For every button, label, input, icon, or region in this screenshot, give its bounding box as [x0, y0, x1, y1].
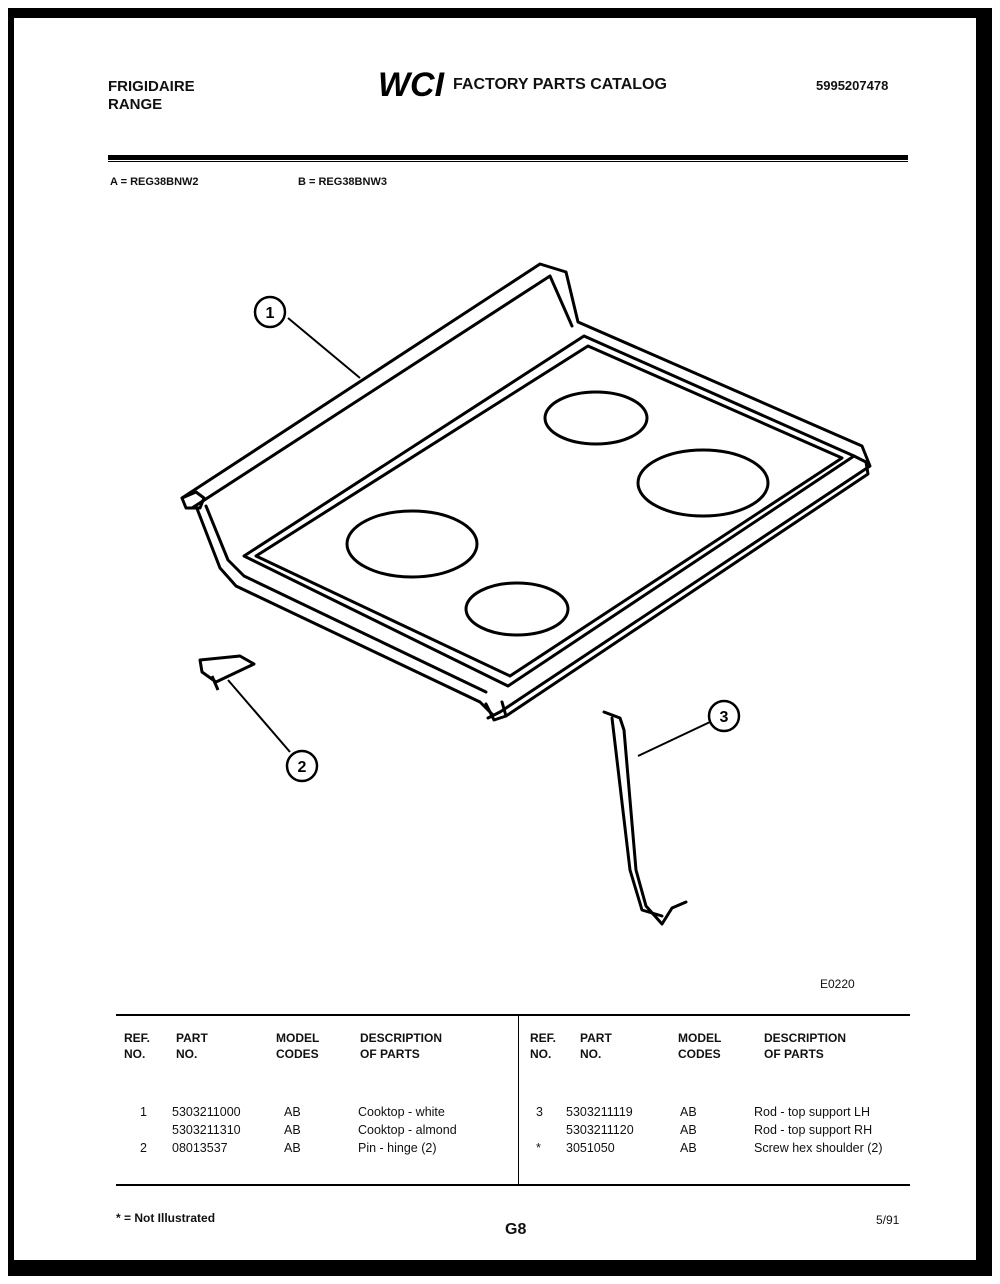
catalog-title: FACTORY PARTS CATALOG — [453, 76, 667, 93]
support-rod-drawing — [604, 712, 686, 924]
description: Pin - hinge (2) — [358, 1141, 437, 1155]
part-no: 08013537 — [172, 1141, 228, 1155]
burner-openings — [347, 392, 768, 635]
not-illustrated-note: * = Not Illustrated — [116, 1211, 216, 1225]
model-codes: AB — [680, 1141, 697, 1155]
ref-no: 3 — [536, 1105, 543, 1119]
page-number: G8 — [505, 1221, 527, 1238]
header-description: DESCRIPTION OF PARTS — [360, 1031, 443, 1061]
model-codes: AB — [680, 1105, 697, 1119]
brand-name: FRIGIDAIRE — [108, 78, 195, 95]
revision-date: 5/91 — [876, 1213, 900, 1227]
description: Screw hex shoulder (2) — [754, 1141, 883, 1155]
part-no: 5303211119 — [566, 1105, 633, 1119]
callout-number: 3 — [719, 709, 729, 726]
header-description: DESCRIPTION OF PARTS — [764, 1031, 847, 1061]
figure-code: E0220 — [820, 977, 855, 991]
part-no: 5303211310 — [172, 1123, 241, 1137]
table-top-rule — [116, 1014, 910, 1016]
catalog-number: 5995207478 — [816, 78, 889, 93]
left-flange — [196, 506, 492, 714]
leader-line-2 — [228, 680, 290, 752]
burner-opening-rear-left — [545, 392, 647, 444]
leader-line-1 — [288, 318, 360, 378]
description: Rod - top support LH — [754, 1105, 871, 1119]
model-codes: AB — [284, 1105, 301, 1119]
header-model-codes: MODEL CODES — [678, 1031, 722, 1061]
part-no: 3051050 — [566, 1141, 615, 1155]
table-bottom-rule — [116, 1184, 910, 1186]
ref-no: 1 — [140, 1105, 147, 1119]
header-model-codes: MODEL CODES — [276, 1031, 320, 1061]
leader-lines — [228, 318, 710, 756]
product-type: RANGE — [108, 96, 163, 113]
header-ref-no: REF. NO. — [530, 1031, 557, 1061]
hinge-pin-body — [200, 656, 254, 682]
part-no: 5303211000 — [172, 1105, 241, 1119]
model-codes: AB — [284, 1123, 301, 1137]
callout-number: 2 — [297, 759, 307, 776]
leader-line-3 — [638, 722, 710, 756]
model-a: A = REG38BNW2 — [110, 176, 199, 188]
callout-number: 1 — [265, 305, 275, 322]
model-b: B = REG38BNW3 — [298, 176, 387, 188]
description: Rod - top support RH — [754, 1123, 873, 1137]
part-no: 5303211120 — [566, 1123, 634, 1137]
burner-opening-front-right — [466, 583, 568, 635]
model-codes: AB — [284, 1141, 301, 1155]
callout-1 — [255, 297, 285, 327]
logo-text: WCI — [378, 68, 446, 100]
description: Cooktop - white — [358, 1105, 445, 1119]
burner-opening-front-left — [347, 511, 477, 577]
table-column-divider — [518, 1014, 519, 1184]
ref-no: 2 — [140, 1141, 147, 1155]
header-ref-no: REF. NO. — [124, 1031, 151, 1061]
header-part-no: PART NO. — [176, 1031, 208, 1061]
burner-opening-rear-right — [638, 450, 768, 516]
description: Cooktop - almond — [358, 1123, 457, 1137]
callout-2 — [287, 751, 317, 781]
header-part-no: PART NO. — [580, 1031, 612, 1061]
callout-3 — [709, 701, 739, 731]
hinge-pin-drawing — [200, 656, 254, 690]
model-codes: AB — [680, 1123, 697, 1137]
ref-no: * — [536, 1141, 541, 1155]
cooking-surface-inner — [256, 346, 842, 676]
